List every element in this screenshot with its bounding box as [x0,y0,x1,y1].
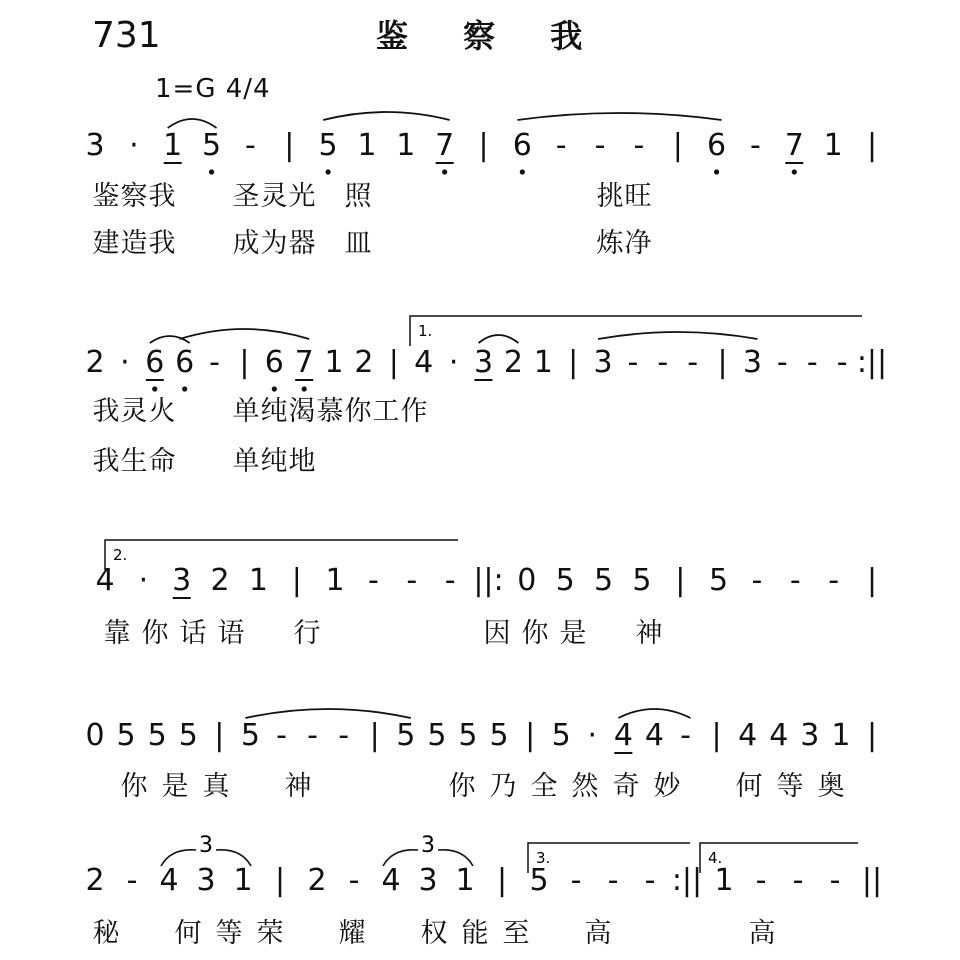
slur [598,332,757,339]
note: 1 [324,345,344,380]
lyric-char: 察 [120,181,148,212]
song-number: 731 [92,15,161,56]
dash: - [338,718,350,753]
barline: ||: [473,563,504,598]
dash: - [570,863,582,898]
dash: - [680,718,691,753]
low-octave-dot [272,386,277,391]
lyric-char: 等 [215,918,243,949]
lyric-char: 乃 [489,771,517,802]
lyric-char: 生 [120,446,148,477]
note: 5 [594,563,614,598]
note: 3 [593,345,613,380]
lyric-char: 纯 [260,396,288,427]
note: 5 [427,718,447,753]
low-octave-dot [442,169,447,174]
volta-label: 4. [708,849,723,867]
low-octave-dot [326,169,331,174]
lyric-char: 你 [141,618,169,649]
note: 5 [116,718,136,753]
low-octave-dot [209,169,214,174]
note: 3 [418,863,438,898]
lyric-char: 器 [288,228,316,259]
lyric-char: 鉴 [92,181,120,212]
dash: - [368,563,379,598]
note: 3 [196,863,216,898]
dash: - [209,345,220,380]
note: 5 [529,863,549,898]
lyric-char: 我 [148,181,176,212]
lyric-char: 至 [502,918,530,949]
lyric-char: 渴 [288,396,316,427]
lyric-char: 靠 [103,618,131,649]
lyric-char: 高 [584,918,612,949]
note: 2 [85,863,105,898]
note: 0 [85,718,105,753]
lyric-char: 照 [344,181,372,212]
lyric-char: 何 [735,771,763,802]
note: 2 [503,345,523,380]
lyric-char: 纯 [260,446,288,477]
note: 4 [414,345,434,380]
barline: :|| [856,345,888,380]
barline: | [274,863,286,898]
dash: - [348,863,360,898]
dash: - [687,345,699,380]
slur [168,119,217,128]
tuplet-label: 3 [199,833,213,858]
lyric-char: 建 [92,228,120,259]
dash: - [792,863,804,898]
lyric-char: 地 [288,446,316,477]
lyric-char: 神 [635,618,663,649]
lyric-char: 灵 [260,181,288,212]
note: 3 [742,345,763,380]
note: 5 [489,718,509,753]
lyric-char: 你 [120,771,148,802]
note: 5 [318,128,338,163]
note: 1 [357,128,377,163]
note: · [138,563,149,598]
slur [245,709,410,718]
slur [517,113,721,120]
dash: - [555,128,567,163]
barline: | [388,345,399,380]
lyric-char: 奇 [612,771,640,802]
note: 1 [455,863,475,898]
note: 1 [325,563,345,598]
note: 5 [632,563,652,598]
dash: - [828,563,840,598]
note: 0 [517,563,537,598]
lyric-char: 单 [232,396,260,427]
barline: | [369,718,380,753]
note: 4 [738,718,758,753]
lyric-char: 是 [559,618,587,649]
note: 4 [769,718,789,753]
note: 1 [823,128,843,163]
lyric-char: 耀 [338,918,366,949]
note: 7 [294,345,314,380]
note: 5 [709,563,729,598]
key-signature: 1=G 4/4 [155,74,271,104]
lyric-char: 是 [161,771,189,802]
lyric-char: 真 [202,771,230,802]
lyric-char: 光 [288,181,316,212]
lyric-char: 行 [293,618,321,649]
note: 5 [458,718,478,753]
lyric-char: 旺 [624,181,652,212]
note: 6 [145,345,165,380]
note: 4 [644,718,664,753]
lyric-char: 慕 [316,396,344,427]
note: 5 [240,718,260,753]
lyric-char: 我 [92,446,120,477]
note: 3 [473,345,494,380]
low-octave-dot [792,169,797,174]
note: · [120,345,130,380]
lyric-char: 工 [372,396,400,427]
lyric-char: 圣 [232,181,260,212]
dash: - [307,718,318,753]
low-octave-dot [182,386,187,391]
barline: | [478,128,489,163]
lyric-char: 然 [571,771,599,802]
volta-label: 1. [418,322,433,340]
note: 5 [202,128,222,163]
dash: - [644,863,656,898]
tuplet-label: 3 [421,833,435,858]
note: 3 [800,718,820,753]
note: 5 [396,718,416,753]
note: 1 [396,128,416,163]
note: 5 [147,718,167,753]
dash: - [594,128,606,163]
lyric-char: 你 [521,618,549,649]
lyric-char: 作 [400,396,428,427]
lyric-char: 单 [232,446,260,477]
low-octave-dot [714,169,719,174]
note: · [587,718,598,753]
note: 2 [307,863,327,898]
note: 6 [512,128,532,163]
note: 6 [175,345,195,380]
lyric-char: 权 [420,918,448,949]
lyric-char: 成 [232,228,260,259]
lyric-char: 秘 [92,918,120,949]
note: 7 [435,128,455,163]
lyric-char: 火 [148,396,176,427]
lyric-char: 我 [92,396,120,427]
barline: | [284,128,295,163]
low-octave-dot [520,169,525,174]
barline: | [866,718,878,753]
slur [180,329,310,339]
low-octave-dot [302,386,307,391]
dash: - [657,345,669,380]
slur [618,709,690,718]
dash: - [444,563,456,598]
note: · [129,128,139,163]
volta-bracket [410,316,862,346]
barline: | [239,345,250,380]
slur [323,112,450,120]
note: 1 [831,718,851,753]
note: 3 [85,128,105,163]
barline: | [672,128,683,163]
note: 2 [210,563,230,598]
note: 1 [233,863,253,898]
volta-bracket [105,540,458,570]
note: 1 [248,563,268,598]
dash: - [755,863,767,898]
dash: - [276,718,287,753]
dash: - [126,863,138,898]
barline: | [214,718,225,753]
lyric-char: 奥 [817,771,845,802]
dash: - [829,863,841,898]
dash: - [836,345,848,380]
song-title: 鉴 察 我 [376,17,605,55]
lyric-char: 炼 [596,228,624,259]
barline: :|| [671,863,703,898]
note: 4 [613,718,633,753]
lyric-char: 话 [179,618,207,649]
barline: | [525,718,536,753]
lyric-char: 全 [530,771,558,802]
lyric-char: 皿 [344,228,372,259]
note: 5 [178,718,198,753]
lyric-char: 灵 [120,396,148,427]
note: 1 [714,863,734,898]
dash: - [244,128,256,163]
note: 2 [354,345,374,380]
lyric-char: 你 [448,771,476,802]
note: 4 [381,863,401,898]
dash: - [776,345,788,380]
lyric-char: 能 [461,918,489,949]
barline: | [717,345,728,380]
barline: || [861,863,883,898]
lyric-char: 因 [483,618,511,649]
lyric-char: 妙 [653,771,681,802]
lyric-char: 神 [284,771,312,802]
lyric-char: 何 [174,918,202,949]
note: 1 [533,345,553,380]
note: 6 [264,345,284,380]
barline: | [291,563,302,598]
note: 1 [163,128,183,163]
note: · [448,345,459,380]
dash: - [607,863,619,898]
lyric-char: 我 [148,228,176,259]
lyric-char: 造 [120,228,148,259]
barline: | [675,563,686,598]
lyric-char: 语 [217,618,245,649]
lyric-char: 挑 [596,181,624,212]
volta-label: 2. [113,546,128,564]
dash: - [751,563,763,598]
note: 5 [555,563,575,598]
note: 7 [784,128,804,163]
lyric-char: 净 [624,228,652,259]
lyric-char: 等 [776,771,804,802]
dash: - [633,128,645,163]
low-octave-dot [152,386,157,391]
note: 4 [159,863,179,898]
slur [479,335,519,343]
note: 2 [85,345,105,380]
volta-label: 3. [536,849,551,867]
dash: - [750,128,761,163]
dash: - [789,563,801,598]
note: 5 [551,718,571,753]
barline: | [496,863,508,898]
barline: | [866,128,878,163]
barline: | [568,345,579,380]
barline: | [866,563,878,598]
lyric-char: 高 [748,918,776,949]
lyric-char: 荣 [256,918,284,949]
barline: | [711,718,722,753]
lyric-char: 为 [260,228,288,259]
note: 4 [95,563,115,598]
lyric-char: 你 [344,396,372,427]
dash: - [806,345,818,380]
note: 3 [172,563,192,598]
dash: - [627,345,639,380]
note: 6 [707,128,727,163]
dash: - [406,563,418,598]
lyric-char: 命 [148,446,176,477]
